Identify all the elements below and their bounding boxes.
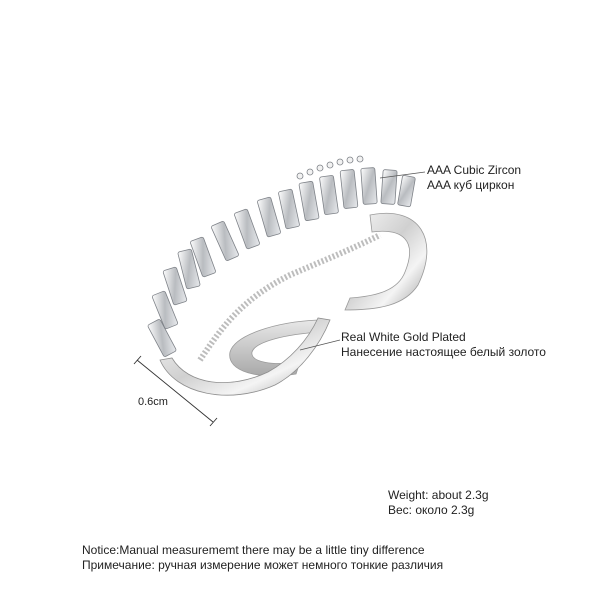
notice-ru: Примечание: ручная измерение может немного тонкие различия xyxy=(82,558,444,572)
plating-label-en: Real White Gold Plated xyxy=(341,330,466,344)
weight-label-en: Weight: about 2.3g xyxy=(388,488,489,502)
zircon-label-en: AAA Cubic Zircon xyxy=(427,163,522,177)
weight-label-ru: Вес: около 2.3g xyxy=(388,503,475,517)
plating-label-ru: Нанесение настоящее белый золото xyxy=(341,345,546,359)
measurement-notice xyxy=(82,543,443,573)
weight-info xyxy=(388,488,489,518)
notice-en: Notice:Manual measurememt there may be a little tiny difference xyxy=(82,543,425,557)
zircon-callout xyxy=(427,163,521,193)
plating-callout xyxy=(341,330,546,360)
dimension-label: 0.6cm xyxy=(138,396,168,408)
zircon-label-ru: AAA куб циркон xyxy=(427,178,515,192)
